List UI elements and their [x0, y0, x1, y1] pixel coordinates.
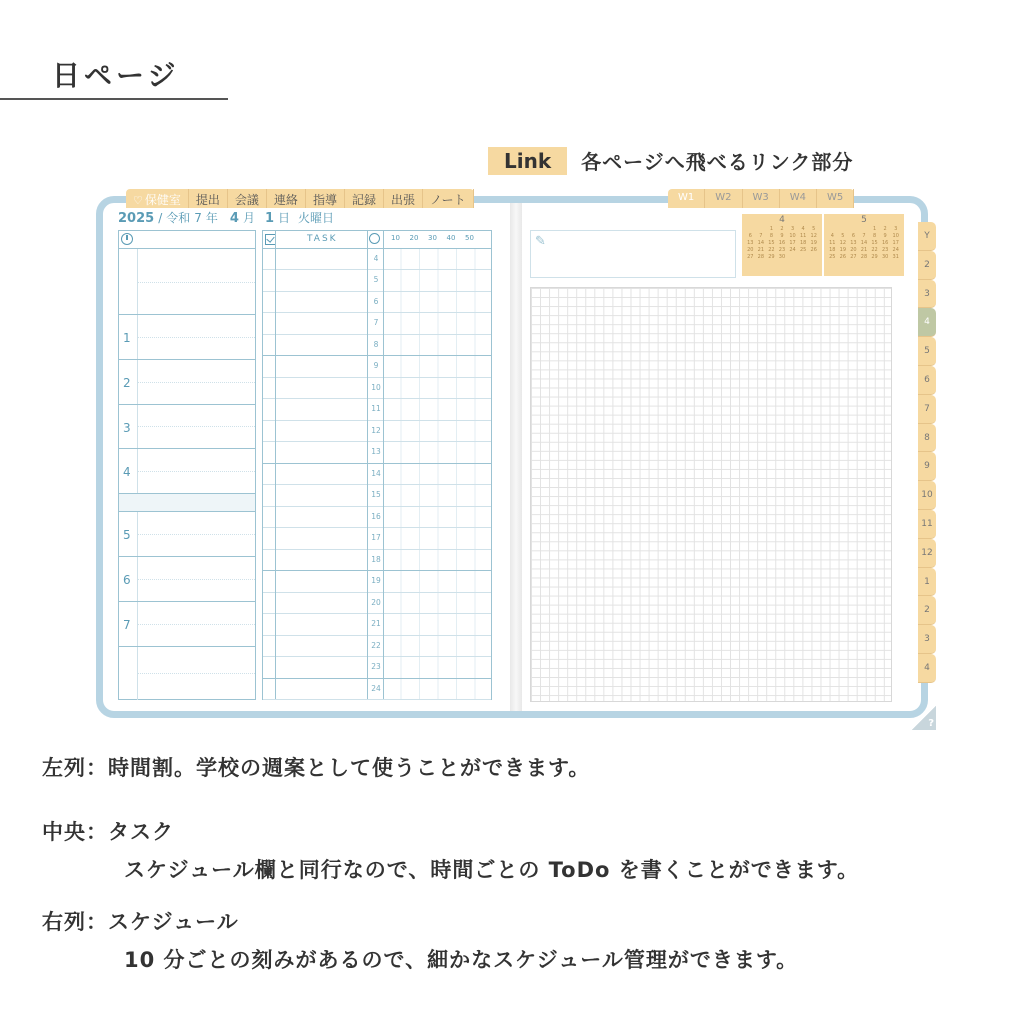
hour-number: 9	[373, 361, 379, 371]
mini-calendar-days	[824, 226, 904, 261]
date-era: 令和	[166, 211, 191, 225]
side-tab-11[interactable]: 11	[918, 510, 936, 539]
hour-number: 19	[371, 576, 381, 586]
date-year: 2025	[118, 211, 155, 226]
date-year-unit: 年	[205, 211, 218, 225]
ten-minute-grid	[383, 335, 491, 355]
mini-calendar-4[interactable]	[742, 214, 822, 276]
heart-icon: ♡	[133, 194, 143, 207]
hour-row[interactable]	[263, 249, 491, 270]
mini-calendar-days	[742, 226, 822, 261]
period-midline	[137, 382, 255, 383]
hour-row[interactable]	[263, 507, 491, 528]
calendar-day: 2	[780, 226, 784, 232]
week-tab-4[interactable]: W4	[780, 189, 817, 208]
side-tab-1[interactable]: Y	[918, 222, 936, 251]
hour-row[interactable]	[263, 442, 491, 463]
ten-minute-grid	[383, 550, 491, 570]
calendar-day: 29	[768, 254, 775, 260]
ten-minute-grid	[383, 657, 491, 677]
hour-number: 8	[373, 339, 379, 349]
ten-minute-grid	[383, 507, 491, 527]
period-midline	[137, 579, 255, 580]
ten-minute-grid	[383, 313, 491, 333]
calendar-day: 18	[829, 247, 836, 253]
hour-number: 5	[373, 275, 379, 285]
hour-row[interactable]	[263, 679, 491, 700]
hour-number: 16	[371, 511, 381, 521]
calendar-day: 20	[747, 247, 754, 253]
calendar-day: 10	[789, 233, 796, 239]
calendar-day: 2	[883, 226, 887, 232]
side-tab-10[interactable]: 10	[918, 481, 936, 510]
calendar-day: 20	[850, 247, 857, 253]
calendar-day: 15	[768, 240, 775, 246]
hour-row[interactable]	[263, 464, 491, 485]
tab-label: 出張	[390, 193, 415, 207]
calendar-day: 23	[881, 247, 889, 253]
calendar-day: 29	[871, 254, 878, 260]
tab-label: 提出	[195, 193, 220, 207]
hour-row[interactable]	[263, 270, 491, 291]
tab-label: ノート	[429, 193, 466, 207]
calendar-day: 11	[829, 240, 836, 246]
ten-minute-grid	[383, 593, 491, 613]
calendar-day	[745, 226, 756, 233]
calendar-day: 17	[892, 240, 899, 246]
calendar-day	[756, 226, 767, 233]
column-divider	[275, 231, 276, 699]
ten-minute-grid	[383, 442, 491, 462]
period-midline	[137, 673, 255, 674]
description-center-label: 中央：	[42, 820, 108, 844]
pencil-icon: ✎	[535, 234, 546, 249]
task-header	[263, 231, 491, 249]
calendar-day: 6	[748, 233, 752, 239]
calendar-day	[838, 226, 849, 233]
timetable-header	[119, 231, 255, 249]
period-midline	[137, 426, 255, 427]
week-tabs	[668, 189, 854, 208]
hour-number: 18	[371, 554, 381, 564]
tab-8[interactable]	[423, 189, 474, 208]
side-tab-8[interactable]: 8	[918, 424, 936, 453]
period-row[interactable]	[119, 315, 255, 360]
description-left-label: 左列：	[42, 756, 108, 780]
calendar-day: 25	[829, 254, 836, 260]
calendar-day: 4	[801, 226, 805, 232]
task-rows	[263, 249, 491, 699]
period-number: 1	[123, 331, 131, 345]
date-era-year: 7	[194, 211, 202, 225]
clock-icon	[369, 233, 380, 244]
hour-number: 12	[371, 425, 381, 435]
link-legend	[488, 146, 853, 175]
minute-label: 30	[428, 234, 437, 242]
tab-label: 連絡	[273, 193, 298, 207]
period-row[interactable]	[119, 602, 255, 647]
hour-number: 23	[371, 662, 381, 672]
hour-number: 4	[373, 254, 379, 263]
tab-label: 記録	[351, 193, 376, 207]
week-tab-2[interactable]: W2	[705, 189, 742, 208]
hour-number: 7	[373, 318, 379, 328]
calendar-day: 7	[759, 233, 763, 239]
ten-minute-grid	[383, 378, 491, 398]
calendar-day: 3	[894, 226, 898, 232]
minute-label: 20	[409, 234, 419, 242]
calendar-day: 25	[799, 247, 807, 253]
timetable-column	[118, 230, 256, 700]
calendar-day: 24	[789, 247, 796, 253]
calendar-day: 15	[871, 240, 878, 246]
description-center-sub: スケジュール欄と同行なので、時間ごとの ToDo を書くことができます。	[124, 858, 860, 882]
period-row[interactable]	[119, 249, 255, 315]
ten-minute-grid	[383, 636, 491, 656]
period-row[interactable]	[119, 449, 255, 494]
hour-row[interactable]	[263, 313, 491, 334]
calendar-day	[827, 226, 838, 233]
hour-row[interactable]	[263, 614, 491, 635]
calendar-day: 5	[841, 233, 845, 239]
calendar-day: 27	[850, 254, 857, 260]
help-button[interactable]	[912, 706, 936, 730]
ten-minute-grid	[383, 356, 491, 376]
calendar-day: 5	[812, 226, 816, 232]
hour-row[interactable]	[263, 378, 491, 399]
calendar-day: 16	[881, 240, 889, 246]
date-separator: /	[158, 211, 163, 225]
description-right-label: 右列：	[42, 910, 108, 934]
mini-calendar-5[interactable]	[824, 214, 904, 276]
calendar-day	[859, 226, 870, 233]
task-label: TASK	[307, 234, 338, 244]
calendar-day: 22	[768, 247, 775, 253]
description-left-text: 時間割。学校の週案として使うことができます。	[108, 756, 591, 780]
grid-notes-area[interactable]	[530, 287, 892, 702]
help-icon: ?	[928, 718, 934, 729]
side-tab-16[interactable]: 4	[918, 654, 936, 683]
calendar-day: 12	[810, 233, 817, 239]
calendar-day: 31	[892, 254, 899, 260]
hour-row[interactable]	[263, 528, 491, 549]
hour-number: 10	[371, 382, 381, 392]
hour-row[interactable]	[263, 485, 491, 506]
calendar-day: 9	[883, 233, 887, 239]
period-number: 6	[123, 573, 131, 587]
calendar-day: 26	[810, 247, 817, 253]
link-description: 各ページへ飛べるリンク部分	[581, 150, 854, 174]
column-divider	[383, 231, 384, 699]
hour-row[interactable]	[263, 399, 491, 420]
side-tab-12[interactable]: 12	[918, 539, 936, 568]
side-tab-13[interactable]: 1	[918, 568, 936, 597]
calendar-day: 24	[892, 247, 899, 253]
date-day-unit: 日	[278, 211, 291, 225]
side-tab-14[interactable]: 2	[918, 596, 936, 625]
period-row[interactable]	[119, 360, 255, 405]
calendar-day: 3	[790, 226, 795, 232]
calendar-day: 28	[860, 254, 868, 260]
minute-label: 40	[446, 234, 456, 242]
mini-calendar-month: 4	[779, 215, 785, 225]
ten-minute-grid	[383, 679, 491, 699]
side-tab-9[interactable]: 9	[918, 452, 936, 481]
calendar-day: 18	[799, 240, 807, 246]
week-tab-3[interactable]: W3	[743, 189, 780, 208]
tab-5[interactable]	[306, 189, 345, 208]
link-badge: Link	[488, 147, 567, 175]
ten-minute-grid	[383, 571, 491, 591]
calendar-day: 27	[747, 254, 754, 260]
tab-2[interactable]	[189, 189, 228, 208]
category-tabs	[126, 189, 474, 208]
lunch-break-row[interactable]	[119, 494, 255, 512]
column-divider	[367, 231, 368, 699]
calendar-day: 19	[810, 240, 817, 246]
hour-number: 14	[371, 468, 381, 478]
calendar-day: 13	[747, 240, 754, 246]
calendar-day: 1	[769, 226, 774, 232]
minute-label: 10	[391, 234, 400, 242]
period-number: 2	[123, 375, 131, 390]
ten-minute-grid	[383, 614, 491, 634]
calendar-day: 14	[757, 240, 765, 246]
calendar-day: 9	[780, 233, 784, 239]
ten-minute-grid	[383, 464, 491, 484]
mini-calendar-month: 5	[861, 215, 867, 225]
period-number: 4	[123, 465, 131, 480]
period-midline	[137, 471, 255, 472]
side-tab-3[interactable]: 3	[918, 280, 936, 309]
ten-minute-grid	[383, 528, 491, 548]
period-row[interactable]	[119, 405, 255, 450]
tab-4[interactable]	[267, 189, 306, 208]
planner-spine	[510, 203, 522, 711]
calendar-day: 21	[757, 247, 765, 253]
hour-row[interactable]	[263, 356, 491, 377]
description-center-text: タスク	[108, 820, 174, 844]
hour-row[interactable]	[263, 571, 491, 592]
hour-row[interactable]	[263, 657, 491, 678]
hour-number: 6	[373, 296, 379, 306]
calendar-day: 13	[850, 240, 857, 246]
side-tab-5[interactable]: 5	[918, 337, 936, 366]
ten-minute-grid	[383, 399, 491, 419]
calendar-day: 16	[778, 240, 786, 246]
hour-row[interactable]	[263, 593, 491, 614]
month-side-tabs	[918, 222, 936, 683]
date-header	[118, 209, 334, 226]
period-row[interactable]	[119, 647, 255, 700]
hour-number: 22	[371, 640, 381, 650]
description-right-sub: 10 分ごとの刻みがあるので、細かなスケジュール管理ができます。	[124, 948, 799, 972]
tab-3[interactable]	[228, 189, 267, 208]
side-tab-2[interactable]: 2	[918, 251, 936, 280]
side-tab-6[interactable]: 6	[918, 366, 936, 395]
calendar-day: 17	[789, 240, 796, 246]
hour-row[interactable]	[263, 550, 491, 571]
tab-label: 指導	[312, 193, 337, 207]
ten-minute-grid	[383, 270, 491, 290]
calendar-day: 6	[851, 233, 856, 239]
hour-row[interactable]	[263, 636, 491, 657]
calendar-day: 8	[872, 233, 877, 239]
calendar-day: 19	[839, 247, 847, 253]
calendar-day: 8	[769, 233, 774, 239]
minute-label: 50	[465, 234, 474, 242]
calendar-day: 28	[757, 254, 765, 260]
ten-minute-grid	[383, 249, 491, 269]
timetable-rows	[119, 249, 255, 699]
period-midline	[137, 624, 255, 625]
period-midline	[137, 282, 255, 283]
ten-minute-grid	[383, 485, 491, 505]
calendar-day: 7	[862, 233, 866, 239]
date-day: 1	[264, 211, 275, 226]
period-midline	[137, 534, 255, 535]
hour-number: 21	[371, 619, 381, 629]
task-schedule-column	[262, 230, 492, 700]
calendar-day: 26	[839, 254, 847, 260]
page-title: 日ページ	[52, 59, 180, 92]
calendar-day: 23	[778, 247, 786, 253]
side-tab-4[interactable]: 4	[918, 308, 936, 337]
description-right	[42, 906, 239, 936]
memo-box[interactable]	[530, 230, 736, 278]
tab-label: 会議	[234, 193, 259, 207]
hour-number: 17	[371, 533, 381, 543]
period-number: 5	[123, 528, 131, 543]
calendar-day: 30	[778, 254, 786, 260]
date-weekday: 火曜日	[298, 211, 335, 225]
calendar-day: 14	[860, 240, 868, 246]
hour-number: 11	[371, 404, 381, 414]
calendar-day: 12	[839, 240, 847, 246]
description-center	[42, 816, 174, 846]
ten-minute-grid	[383, 421, 491, 441]
hour-row[interactable]	[263, 335, 491, 356]
side-tab-7[interactable]: 7	[918, 395, 936, 424]
week-tab-5[interactable]: W5	[817, 189, 854, 208]
side-tab-15[interactable]: 3	[918, 625, 936, 654]
description-left	[42, 752, 590, 782]
period-number: 3	[123, 420, 131, 435]
hour-number: 20	[371, 597, 381, 607]
calendar-day: 4	[830, 233, 834, 239]
calendar-day: 11	[799, 233, 807, 239]
calendar-day: 1	[872, 226, 877, 232]
tab-7[interactable]	[384, 189, 423, 208]
calendar-day: 30	[881, 254, 889, 260]
period-midline	[137, 337, 255, 338]
description-right-text: スケジュール	[108, 910, 239, 934]
clock-icon	[121, 233, 133, 245]
calendar-day	[848, 226, 859, 233]
calendar-day: 22	[871, 247, 878, 253]
hour-number: 15	[371, 490, 381, 500]
hour-row[interactable]	[263, 292, 491, 313]
hour-number: 13	[371, 447, 381, 457]
period-number: 7	[123, 617, 131, 632]
date-month-unit: 月	[242, 211, 255, 225]
tab-6[interactable]	[345, 189, 384, 208]
period-row[interactable]	[119, 557, 255, 602]
tab-label: 保健室	[144, 193, 181, 207]
period-row[interactable]	[119, 512, 255, 557]
heading-underline	[0, 98, 228, 100]
calendar-day: 10	[892, 233, 899, 239]
calendar-day: 21	[860, 247, 868, 253]
hour-number: 24	[371, 683, 381, 693]
tab-1[interactable]	[126, 189, 189, 208]
date-month: 4	[229, 211, 239, 226]
hour-row[interactable]	[263, 421, 491, 442]
week-tab-1[interactable]: W1	[668, 189, 705, 208]
ten-minute-grid	[383, 292, 491, 312]
